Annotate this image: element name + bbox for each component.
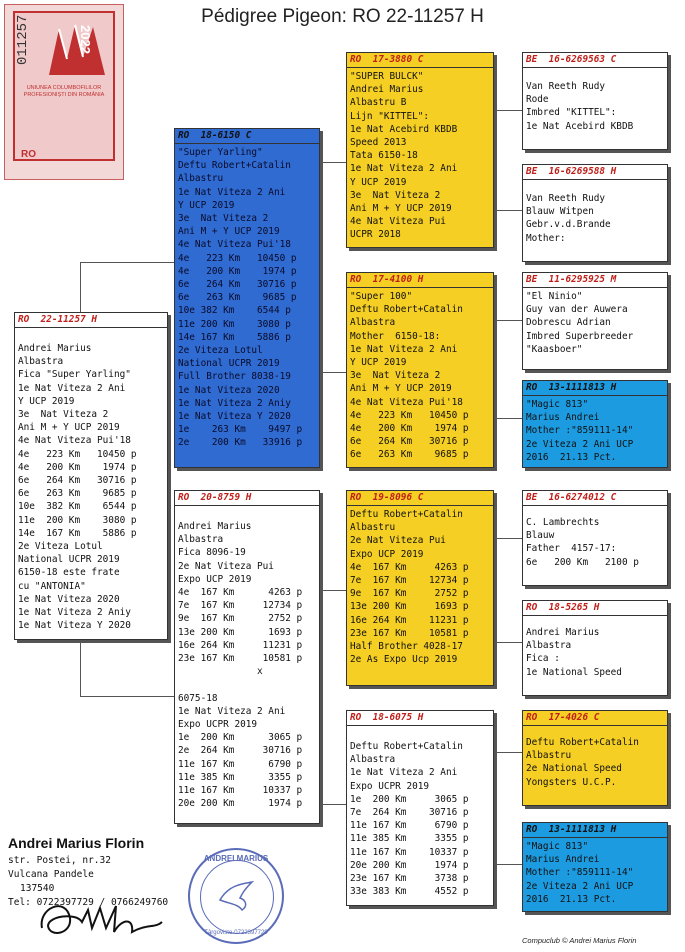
pigeon-details: Andrei Marius Albastra Fica : 1e National Speed	[526, 627, 622, 678]
connector-line	[322, 804, 346, 805]
connector-line	[496, 110, 497, 210]
ring-header: RO 17-4026 C	[523, 711, 667, 726]
owner-city: Vulcana Pandele	[8, 869, 94, 880]
connector-line	[80, 696, 174, 697]
owner-phone: Tel: 0722397729 / 0766249760	[8, 897, 169, 908]
connector-line	[322, 590, 346, 591]
sire-dam-card	[346, 272, 494, 468]
owner-name: Andrei Marius Florin	[8, 835, 145, 851]
ring-header: RO 13-1111813 H	[523, 381, 667, 396]
connector-line	[322, 162, 346, 163]
dove-icon	[216, 876, 256, 916]
ring-header: RO 18-5265 H	[523, 601, 667, 616]
ring-header: RO 17-3880 C	[347, 53, 493, 68]
connector-line	[496, 320, 522, 321]
page-title: Pédigree Pigeon: RO 22-11257 H	[201, 6, 484, 27]
ring-header: BE 11-6295925 M	[523, 273, 667, 288]
ring-header: RO 19-8096 C	[347, 491, 493, 506]
owner-seal	[188, 848, 284, 944]
ggp-card	[522, 822, 668, 912]
pigeon-details: "Super Yarling" Deftu Robert+Catalin Albastru 1e Nat Viteza 2 Ani Y UCP 2019 3e Nat Viteza 2 Ani M + Y UCP 2019 4e Nat Viteza Pui'18 4e 223 Km 10450 p 4e 200 Km 1974 p 6e 264 Km 30716 p 6e 263 Km 9685 p 10e 382 Km 6544 p 11e 200 Km 3080 p 14e 167 Km 5886 p 2e Viteza Lotul National UCPR 2019 Full Brother 8038-19 1e Nat Viteza 2020 1e Nat Viteza 2 Aniy 1e Nat Viteza Y 2020 1e 263 Km 9497 p 2e 200 Km 33916 p	[178, 147, 303, 449]
connector-line	[496, 538, 522, 539]
ggp-card	[522, 52, 668, 150]
connector-line	[496, 418, 522, 419]
ring-header: RO 18-6075 H	[347, 711, 493, 726]
pigeon-details: "El Ninio" Guy van der Auwera Dobrescu Adrian Imbred Superbreeder "Kaasboer"	[526, 291, 634, 355]
pigeon-details: C. Lambrechts Blauw Father 4157-17: 6e 200 Km 2100 p	[526, 517, 639, 568]
pigeon-details: Andrei Marius Albastra Fica "Super Yarling" 1e Nat Viteza 2 Ani Y UCP 2019 3e Nat Viteza 2 Ani M + Y UCP 2019 4e Nat Viteza Pui'18 4e 223 Km 10450 p 4e 200 Km 1974 p 6e 264 Km 30716 p 6e 263 Km 9685 p 10e 382 Km 6544 p 11e 200 Km 3080 p 14e 167 Km 5886 p 2e Viteza Lotul National UCPR 2019 6150-18 este frate cu "ANTONIA" 1e Nat Viteza 2020 1e Nat Viteza 2 Aniy 1e Nat Viteza Y 2020	[18, 343, 137, 632]
pigeon-details: "Magic 813" Marius Andrei Mother :"859111-14" 2e Viteza 2 Ani UCP 2016 21.13 Pct.	[526, 399, 634, 463]
pigeon-details: "Magic 813" Marius Andrei Mother :"859111-14" 2e Viteza 2 Ani UCP 2016 21.13 Pct.	[526, 841, 634, 905]
footer-credit: Compuclub © Andrei Marius Florin	[522, 936, 637, 945]
pigeon-details: Van Reeth Rudy Blauw Witpen Gebr.v.d.Brande Mother:	[526, 193, 611, 244]
ggp-card	[522, 600, 668, 696]
ring-header: RO 22-11257 H	[15, 313, 167, 328]
org-text: UNIUNEA COLUMBOFILILOR PROFESIONIȘTI DIN ROMÂNIA	[23, 85, 105, 98]
connector-line	[496, 110, 522, 111]
connector-line	[496, 320, 497, 418]
seal-top-text: ANDREI MARIUS	[203, 854, 269, 863]
ggp-card	[522, 490, 668, 586]
connector-line	[496, 538, 497, 642]
pigeon-details: "Super 100" Deftu Robert+Catalin Albastra Mother 6150-18: 1e Nat Viteza 2 Ani Y UCP 2019 3e Nat Viteza 2 Ani M + Y UCP 2019 4e Nat Viteza Pui'18 4e 223 Km 10450 p 4e 200 Km 1974 p 6e 264 Km 30716 p 6e 263 Km 9685 p	[350, 291, 469, 461]
ring-header: RO 17-4100 H	[347, 273, 493, 288]
signature-icon	[36, 888, 166, 944]
owner-street: str. Postei, nr.32	[8, 855, 111, 866]
connector-line	[496, 642, 522, 643]
connector-line	[496, 210, 522, 211]
connector-line	[80, 262, 174, 263]
dam-dam-card	[346, 710, 494, 906]
ring-header: BE 16-6269588 H	[523, 165, 667, 180]
ggp-card	[522, 380, 668, 468]
connector-line	[322, 372, 346, 373]
ring-header: RO 13-1111813 H	[523, 823, 667, 838]
ggp-card	[522, 164, 668, 262]
sire-card	[174, 128, 320, 468]
connector-line	[80, 640, 81, 696]
wings-logo-icon	[45, 19, 109, 79]
dam-card	[174, 490, 320, 824]
ring-number: 011257	[15, 14, 31, 65]
pigeon-details: Van Reeth Rudy Rode Imbred "KITTEL": 1e Nat Acebird KBDB	[526, 81, 634, 132]
owner-zip: 137540	[20, 883, 55, 894]
pigeon-details: "SUPER BULCK" Andrei Marius Albastru B Lijn "KITTEL": 1e Nat Acebird KBDB Speed 2013 Tata 6150-18 1e Nat Viteza 2 Ani Y UCP 2019 3e Nat Viteza 2 Ani M + Y UCP 2019 4e Nat Viteza Pui UCPR 2018	[350, 71, 458, 241]
subject-pigeon-card	[14, 312, 168, 640]
ring-header: BE 16-6269563 C	[523, 53, 667, 68]
ggp-card	[522, 710, 668, 806]
connector-line	[80, 262, 81, 314]
dam-sire-card	[346, 490, 494, 686]
seal-bottom-text: Târgoviste-0722397729	[204, 930, 268, 936]
ring-year: 2022	[78, 25, 93, 54]
connector-line	[496, 752, 522, 753]
ring-header: BE 16-6274012 C	[523, 491, 667, 506]
connector-line	[496, 752, 497, 864]
ring-country: RO	[21, 149, 36, 160]
pigeon-details: Andrei Marius Albastra Fica 8096-19 2e Nat Viteza Pui Expo UCP 2019 4e 167 Km 4263 p 7e 167 Km 12734 p 9e 167 Km 2752 p 13e 200 Km 1693 p 16e 264 Km 11231 p 23e 167 Km 10581 p x 6075-18 1e Nat Viteza 2 Ani Expo UCPR 2019 1e 200 Km 3065 p 2e 264 Km 30716 p 11e 167 Km 6790 p 11e 385 Km 3355 p 11e 167 Km 10337 p 20e 200 Km 1974 p	[178, 521, 303, 810]
ring-header: RO 20-8759 H	[175, 491, 319, 506]
pigeon-details: Deftu Robert+Catalin Albastru 2e Nat Viteza Pui Expo UCP 2019 4e 167 Km 4263 p 7e 167 Km 12734 p 9e 167 Km 2752 p 13e 200 Km 1693 p 16e 264 Km 11231 p 23e 167 Km 10581 p Half Brother 4028-17 2e As Expo Ucp 2019	[350, 509, 469, 666]
connector-line	[496, 864, 522, 865]
pigeon-details: Deftu Robert+Catalin Albastru 2e National Speed Yongsters U.C.P.	[526, 737, 639, 788]
pigeon-details: Deftu Robert+Catalin Albastra 1e Nat Viteza 2 Ani Expo UCPR 2019 1e 200 Km 3065 p 7e 264 Km 30716 p 11e 167 Km 6790 p 11e 385 Km 3355 p 11e 167 Km 10337 p 20e 200 Km 1974 p 23e 167 Km 3738 p 33e 383 Km 4552 p	[350, 741, 469, 898]
connector-line	[322, 590, 323, 804]
sire-sire-card	[346, 52, 494, 248]
connector-line	[322, 162, 323, 372]
ring-certificate	[4, 4, 124, 180]
ggp-card	[522, 272, 668, 370]
ring-header: RO 18-6150 C	[175, 129, 319, 144]
